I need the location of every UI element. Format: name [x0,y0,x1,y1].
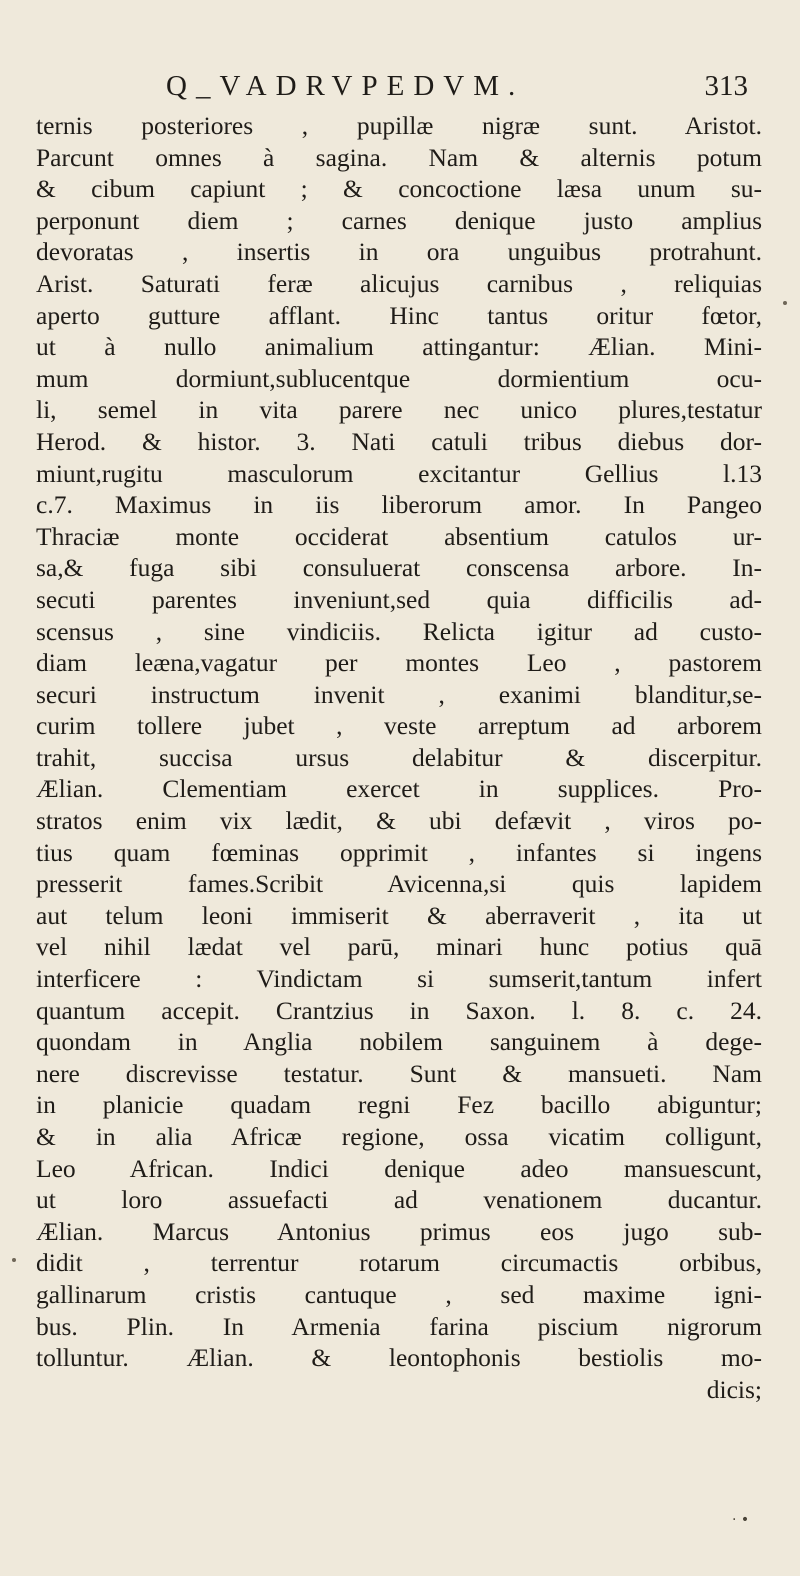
text-line: trahit, succisa ursus delabitur & discerpitur. [36,742,762,772]
text-line: tolluntur. Ælian. & leontophonis bestiolis mo- [36,1343,762,1373]
text-line: perponunt diem ; carnes denique justo amplius [36,205,762,235]
text-line: ut à nullo animalium attingantur: Ælian. Mini- [36,332,762,362]
text-line: Parcunt omnes à sagina. Nam & alternis potum [36,142,762,172]
text-line: gallinarum cristis cantuque , sed maxime igni- [36,1279,762,1309]
text-line: quondam in Anglia nobilem sanguinem à dege- [36,1027,762,1057]
text-line: Ælian. Marcus Antonius primus eos jugo sub- [36,1216,762,1246]
text-line: secuti parentes inveniunt,sed quia difficilis ad- [36,584,762,614]
text-line: interficere : Vindictam si sumserit,tantum infert [36,964,762,994]
text-line: & cibum capiunt ; & concoctione læsa unum su- [36,174,762,204]
text-line: in planicie quadam regni Fez bacillo abiguntur; [36,1090,762,1120]
text-line: bus. Plin. In Armenia farina piscium nigrorum [36,1311,762,1341]
text-line: Herod. & histor. 3. Nati catuli tribus diebus dor- [36,426,762,456]
page-number: 313 [704,70,748,102]
text-line: c.7. Maximus in iis liberorum amor. In Pangeo [36,490,762,520]
text-line: quantum accepit. Crantzius in Saxon. l. 8. c. 24. [36,995,762,1025]
text-line: Thraciæ monte occiderat absentium catulos ur- [36,521,762,551]
text-line: Ælian. Clementiam exercet in supplices. Pro- [36,774,762,804]
text-line: ut loro assuefacti ad venationem ducantur. [36,1185,762,1215]
text-line: mum dormiunt,sublucentque dormientium ocu- [36,363,762,393]
body-text [36,110,762,1405]
foot-marks: · • [732,1512,750,1528]
text-line: & in alia Africæ regione, ossa vicatim colligunt, [36,1122,762,1151]
text-line: diam leæna,vagatur per montes Leo , pastorem [36,648,762,678]
margin-dot [12,1258,16,1262]
running-head: Q_VADRVPEDVM. [166,70,525,102]
text-line: Arist. Saturati feræ alicujus carnibus , reliquias [36,268,762,298]
text-line: nere discrevisse testatur. Sunt & mansueti. Nam [36,1058,762,1088]
text-line: ternis posteriores , pupillæ nigræ sunt. Aristot. [36,111,762,140]
text-line: tius quam fœminas opprimit , infantes si ingens [36,837,762,867]
text-line: Leo African. Indici denique adeo mansuescunt, [36,1153,762,1183]
text-line: li, semel in vita parere nec unico plures,testatur [36,395,762,425]
text-line: scensus , sine vindiciis. Relicta igitur ad custo- [36,616,762,646]
catchword: dicis; [706,1374,762,1404]
text-line: devoratas , insertis in ora unguibus protrahunt. [36,237,762,267]
text-line: curim tollere jubet , veste arreptum ad arborem [36,711,762,741]
text-line: didit , terrentur rotarum circumactis orbibus, [36,1248,762,1278]
text-line: sa,& fuga sibi consuluerat conscensa arbore. In- [36,553,762,583]
text-line: aut telum leoni immiserit & aberraverit , ita ut [36,900,762,930]
text-line: vel nihil lædat vel parū, minari hunc potius quā [36,932,762,962]
text-line: aperto gutture afflant. Hinc tantus oritur fœtor, [36,300,762,330]
margin-dot [783,301,787,305]
text-line: stratos enim vix lædit, & ubi defævit , viros po- [36,806,762,836]
text-line: presserit fames.Scribit Avicenna,si quis lapidem [36,869,762,899]
page-header [36,70,760,110]
text-line: securi instructum invenit , exanimi blanditur,se- [36,679,762,709]
text-line: miunt,rugitu masculorum excitantur Gellius l.13 [36,458,762,488]
